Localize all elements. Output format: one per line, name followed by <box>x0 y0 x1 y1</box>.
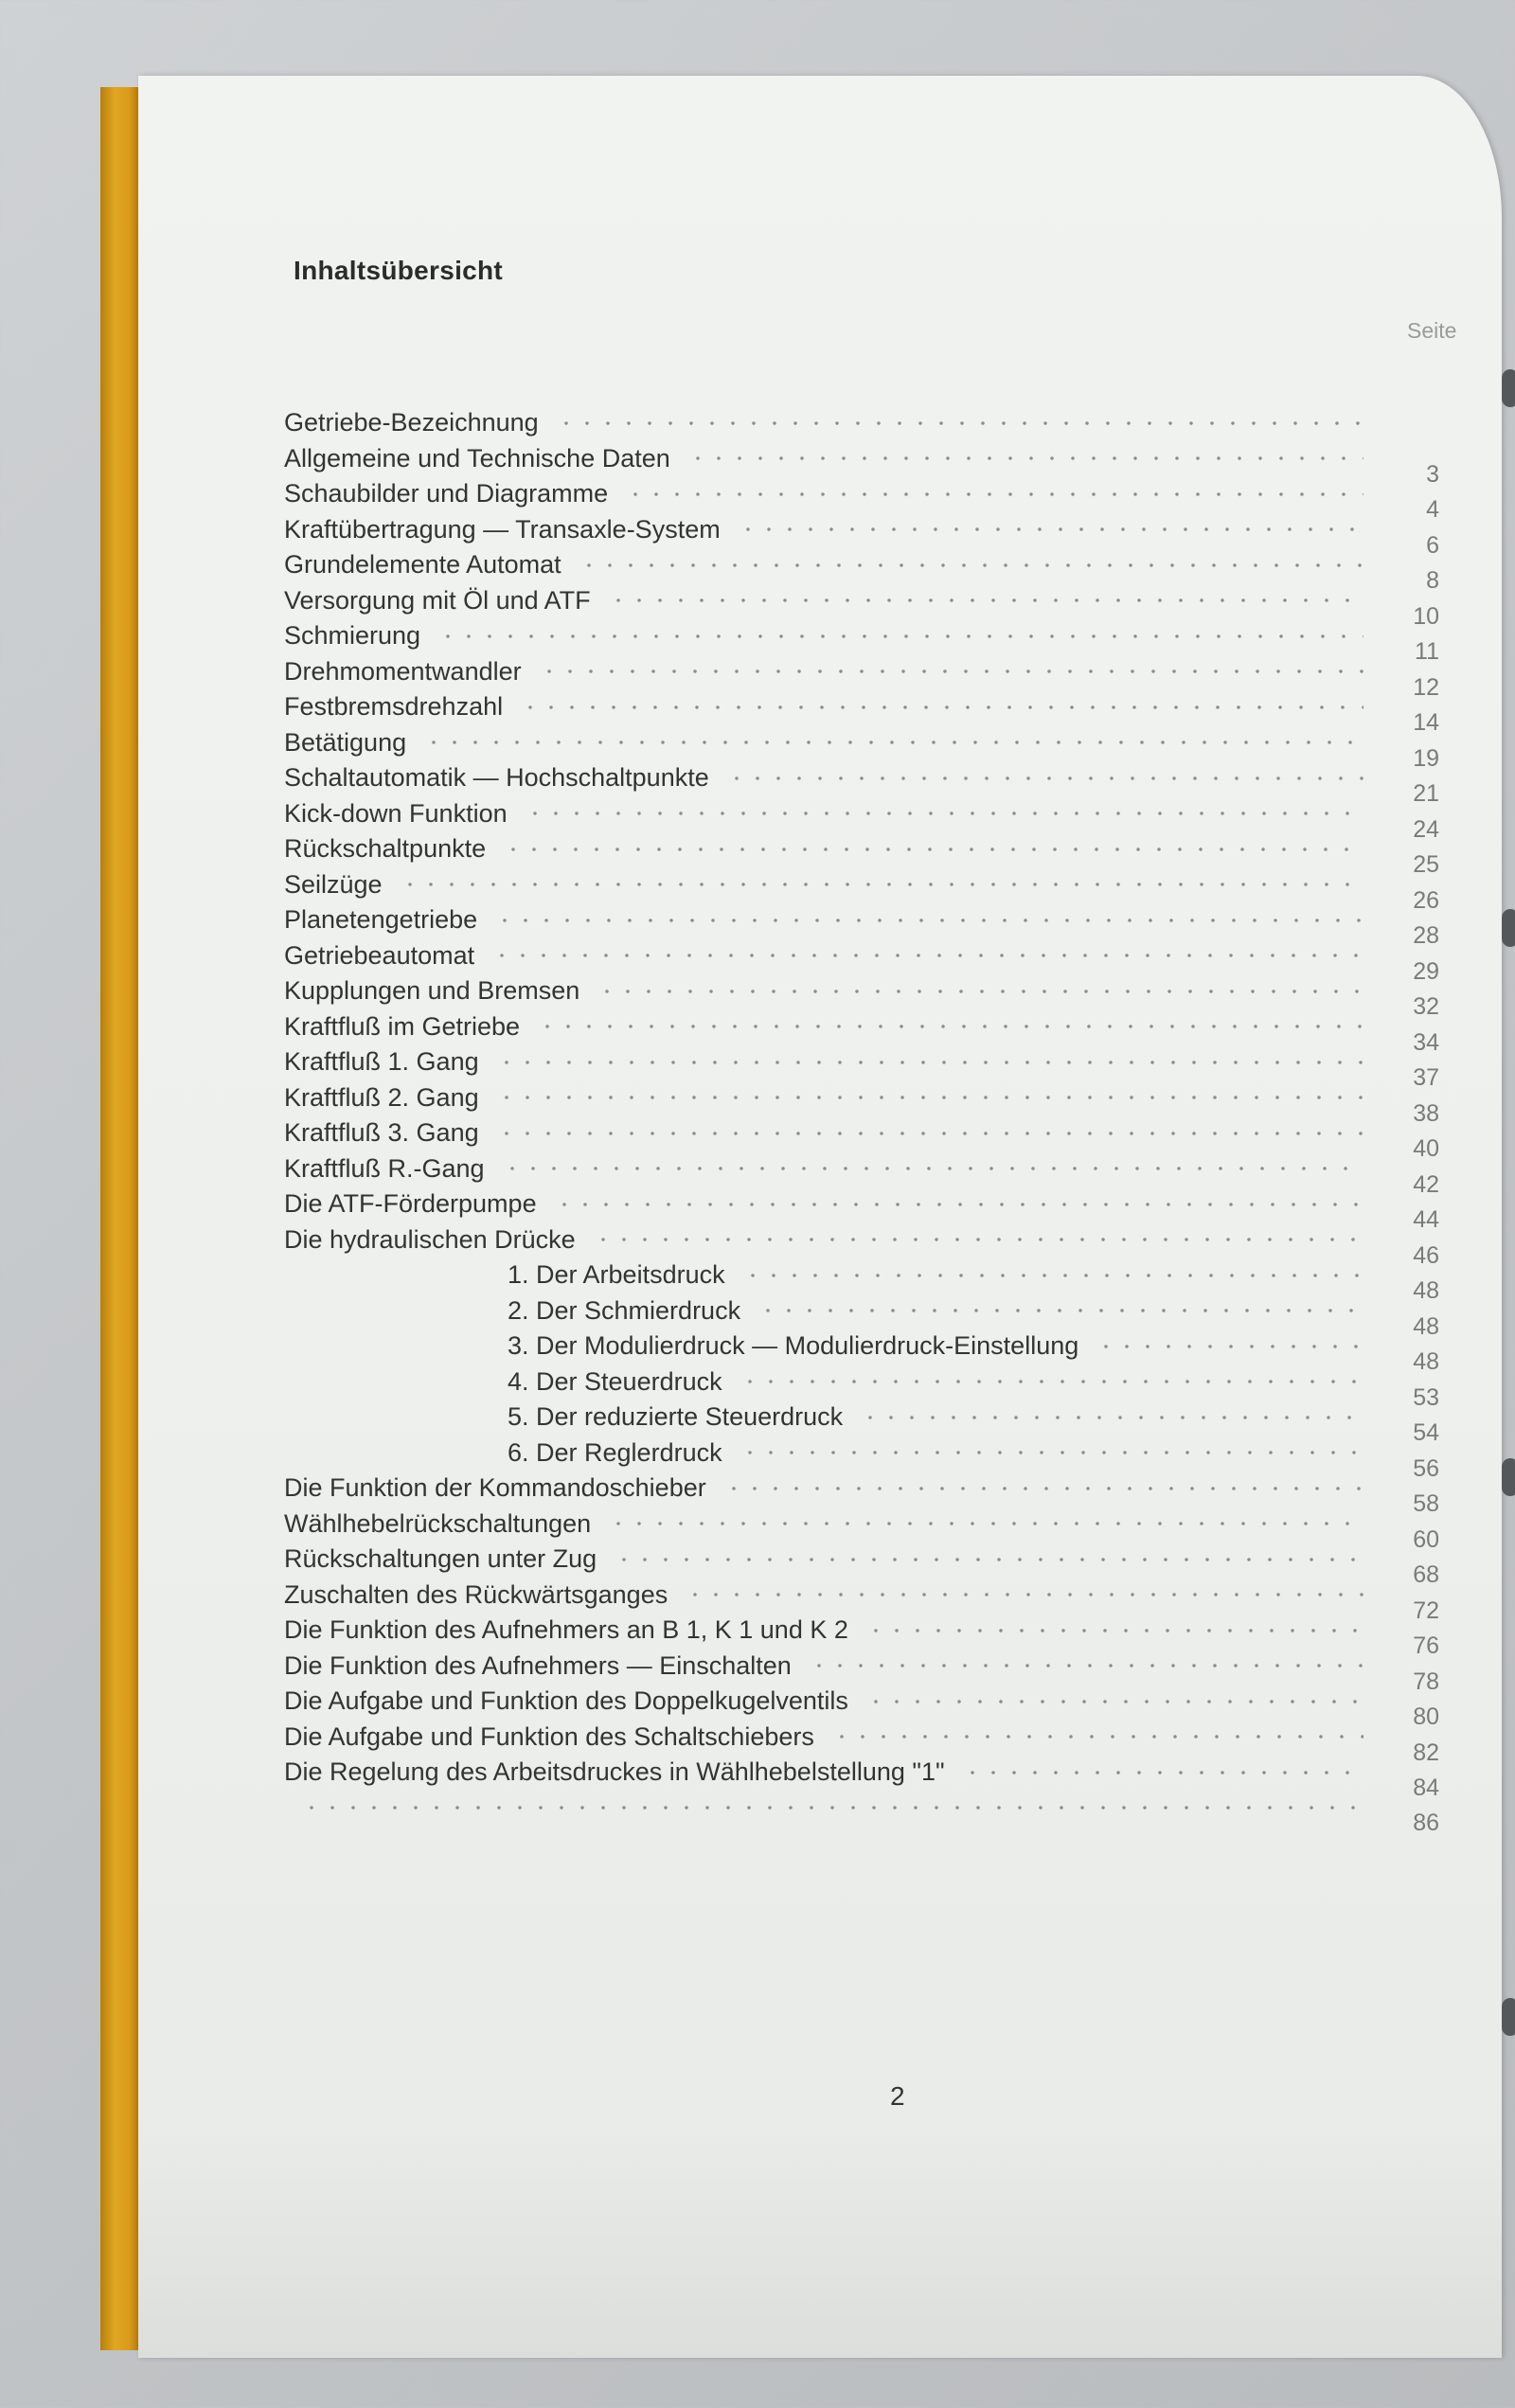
toc-entry-label: 6. Der Reglerdruck <box>508 1437 722 1467</box>
toc-entry-page: 78 <box>1413 1668 1439 1695</box>
toc-entry-label: Rückschaltungen unter Zug <box>284 1544 597 1573</box>
toc-entry-label: Kraftübertragung — Transaxle-System <box>284 514 721 544</box>
toc-entry-label: Versorgung mit Öl und ATF <box>284 585 591 615</box>
dot-leader <box>597 989 1364 994</box>
toc-entry-page: 72 <box>1413 1596 1439 1624</box>
toc-entry <box>284 583 1439 630</box>
toc-entry-label: Die Funktion der Kommandoschieber <box>284 1473 706 1502</box>
dot-leader <box>496 1060 1364 1065</box>
toc-entry-page: 38 <box>1413 1099 1439 1127</box>
dot-leader <box>608 1521 1364 1526</box>
toc-entry-label: Kraftfluß 3. Gang <box>284 1118 479 1147</box>
toc-entry-label: Die Regelung des Arbeitsdruckes in Wählhebelstellung "1" <box>284 1757 945 1786</box>
toc-entry <box>284 725 1439 772</box>
toc-entry-label: Drehmomentwandler <box>284 656 522 686</box>
toc-entry-label: Seilzüge <box>284 869 383 899</box>
dot-leader <box>726 776 1364 781</box>
toc-entry-label: 5. Der reduzierte Steuerdruck <box>508 1402 844 1431</box>
toc-entry <box>284 1151 1439 1198</box>
toc-entry <box>284 1471 1439 1517</box>
page-shadow <box>138 2131 1502 2358</box>
toc-entry-page: 4 <box>1426 496 1439 523</box>
binder-hole <box>1502 1458 1515 1496</box>
toc-entry <box>284 867 1439 914</box>
toc-entry-label: Die Aufgabe und Funktion des Doppelkugelventils <box>284 1686 848 1715</box>
toc-entry <box>284 476 1439 523</box>
toc-entry-label: Getriebeautomat <box>284 940 475 970</box>
toc-entry <box>284 1613 1439 1659</box>
toc-entry-label: 3. Der Modulierdruck — Modulierdruck-Einstellung <box>508 1331 1079 1360</box>
toc-entry-label: Schmierung <box>284 621 421 650</box>
toc-entry-label: Schaltautomatik — Hochschaltpunkte <box>284 763 709 792</box>
page-number: 2 <box>890 2081 905 2111</box>
toc-entry-page: 44 <box>1413 1206 1439 1233</box>
dot-leader <box>525 811 1364 816</box>
toc-entry <box>284 1186 1439 1233</box>
toc-entry-page: 42 <box>1413 1170 1439 1198</box>
toc-entry <box>284 1755 1439 1801</box>
toc-entry-page: 21 <box>1413 780 1439 807</box>
toc-entry-page: 19 <box>1413 744 1439 772</box>
binder-hole <box>1502 909 1515 947</box>
toc-entry <box>284 1578 1439 1624</box>
toc-entry-page: 48 <box>1413 1348 1439 1375</box>
toc-entry-page: 25 <box>1413 851 1439 878</box>
dot-leader <box>494 918 1364 923</box>
toc-entry <box>284 973 1439 1020</box>
dot-leader <box>625 491 1364 497</box>
toc-entry-page: 6 <box>1426 531 1439 559</box>
dot-leader <box>685 1592 1364 1597</box>
dot-leader <box>579 562 1364 568</box>
toc-entry <box>284 1365 1439 1411</box>
dot-leader <box>758 1308 1364 1313</box>
toc-entry-label: Grundelemente Automat <box>284 550 561 579</box>
toc-entry-page: 11 <box>1415 638 1439 665</box>
toc-entry-label: Planetengetriebe <box>284 905 478 934</box>
toc-entry <box>284 547 1439 594</box>
toc-entry <box>284 1329 1439 1375</box>
binder-spine <box>100 87 142 2350</box>
toc-entry-page: 28 <box>1413 922 1439 949</box>
toc-entry-page: 48 <box>1413 1312 1439 1340</box>
toc-entry <box>284 1649 1439 1695</box>
toc-entry-label: Kick-down Funktion <box>284 798 508 828</box>
dot-leader <box>962 1770 1364 1775</box>
toc-entry-label: Getriebe-Bezeichnung <box>284 408 539 437</box>
toc-entry-page: 84 <box>1413 1775 1439 1801</box>
toc-entry <box>284 760 1439 807</box>
dot-leader <box>556 420 1364 426</box>
toc-entry-label: Wählhebelrückschaltungen <box>284 1508 592 1538</box>
page-title: Inhaltsübersicht <box>294 256 504 285</box>
toc-entry-page: 14 <box>1413 709 1439 736</box>
dot-leader <box>539 669 1364 674</box>
dot-leader <box>809 1663 1364 1668</box>
toc-entry-page: 48 <box>1413 1277 1439 1304</box>
dot-leader <box>687 455 1364 461</box>
toc-entry-label: Kraftfluß 2. Gang <box>284 1082 479 1112</box>
toc-entry-page: 26 <box>1413 886 1439 914</box>
toc-entry-label: Schaubilder und Diagramme <box>284 479 609 508</box>
toc-entry-label: Allgemeine und Technische Daten <box>284 443 670 473</box>
dot-leader <box>537 1024 1364 1029</box>
toc-entry-label: Rückschaltpunkte <box>284 834 487 863</box>
toc-entry <box>284 1293 1439 1340</box>
toc-entry <box>284 1258 1439 1304</box>
toc-entry-label: Zuschalten des Rückwärtsganges <box>284 1579 668 1609</box>
toc-entry-page: 68 <box>1413 1561 1439 1588</box>
toc-entry-label: 1. Der Arbeitsdruck <box>508 1260 725 1289</box>
toc-entry-page: 34 <box>1413 1028 1439 1056</box>
dot-leader <box>740 1379 1364 1384</box>
toc-entry <box>284 1400 1439 1446</box>
toc-entry-label: Kraftfluß 1. Gang <box>284 1047 479 1076</box>
toc-entry-page: 29 <box>1413 957 1439 985</box>
toc-entry <box>284 796 1439 843</box>
toc-entry-label: Kupplungen und Bremsen <box>284 976 580 1005</box>
toc-entry <box>284 1684 1439 1730</box>
toc-entry <box>284 618 1439 665</box>
toc-entry <box>284 654 1439 701</box>
toc-entry <box>284 831 1439 878</box>
toc-entry-label: Die Aufgabe und Funktion des Schaltschiebers <box>284 1721 814 1751</box>
toc-entry <box>284 1507 1439 1553</box>
toc-entry <box>284 1542 1439 1588</box>
toc-entry <box>284 902 1439 949</box>
dot-leader <box>723 1486 1364 1491</box>
toc-entry-label: Festbremsdrehzahl <box>284 692 504 721</box>
toc-entry-label: Die ATF-Förderpumpe <box>284 1189 537 1218</box>
toc-entry-page: 58 <box>1413 1490 1439 1517</box>
binder-hole <box>1502 369 1515 407</box>
dot-leader <box>496 1131 1364 1136</box>
toc-entry-label: Die hydraulischen Drücke <box>284 1224 576 1254</box>
dot-leader <box>1096 1344 1364 1349</box>
toc-entry-page: 10 <box>1413 602 1439 630</box>
toc-entry-page: 56 <box>1413 1454 1439 1482</box>
toc-entry-page: 32 <box>1413 993 1439 1020</box>
dot-leader <box>831 1734 1364 1739</box>
binder-hole <box>1502 1998 1515 2036</box>
toc-entry-page: 53 <box>1413 1383 1439 1411</box>
dot-leader <box>593 1237 1364 1242</box>
toc-entry-page: 37 <box>1413 1064 1439 1091</box>
dot-leader <box>400 882 1364 887</box>
toc-entry-page: 82 <box>1413 1739 1439 1766</box>
toc-entry-page: 8 <box>1426 567 1439 594</box>
toc-entry <box>284 1080 1439 1127</box>
table-of-contents <box>284 405 1439 1836</box>
toc-entry <box>284 1791 1439 1836</box>
toc-entry <box>284 938 1439 985</box>
toc-entry <box>284 1044 1439 1091</box>
toc-entry-page: 54 <box>1413 1419 1439 1446</box>
dot-leader <box>423 740 1364 745</box>
toc-entry-page: 24 <box>1413 815 1439 843</box>
toc-entry-page: 86 <box>1413 1809 1439 1836</box>
toc-entry <box>284 1720 1439 1766</box>
dot-leader <box>520 705 1364 710</box>
toc-entry <box>284 1222 1439 1269</box>
toc-entry-page: 46 <box>1413 1241 1439 1269</box>
toc-entry <box>284 689 1439 736</box>
toc-entry <box>284 441 1439 488</box>
dot-leader <box>301 1805 1364 1810</box>
dot-leader <box>742 1273 1364 1278</box>
toc-entry-page: 3 <box>1426 460 1439 488</box>
toc-entry-page: 80 <box>1413 1703 1439 1730</box>
dot-leader <box>865 1628 1364 1633</box>
dot-leader <box>608 598 1364 603</box>
dot-leader <box>860 1415 1364 1420</box>
toc-entry <box>284 1436 1439 1482</box>
dot-leader <box>502 1166 1364 1171</box>
dot-leader <box>437 633 1364 639</box>
dot-leader <box>503 847 1364 852</box>
dot-leader <box>738 526 1364 532</box>
toc-entry-label: 2. Der Schmierdruck <box>508 1295 741 1325</box>
toc-entry-page: 40 <box>1413 1135 1439 1162</box>
toc-entry-page: 60 <box>1413 1525 1439 1553</box>
dot-leader <box>496 1095 1364 1100</box>
dot-leader <box>554 1202 1364 1207</box>
dot-leader <box>491 953 1364 958</box>
toc-entry-label: Die Funktion des Aufnehmers — Einschalten <box>284 1650 792 1680</box>
dot-leader <box>740 1450 1364 1455</box>
toc-entry <box>284 512 1439 559</box>
toc-entry-label: Betätigung <box>284 727 407 757</box>
toc-entry <box>284 1115 1439 1162</box>
toc-entry <box>284 1009 1439 1056</box>
toc-entry-label: Kraftfluß im Getriebe <box>284 1011 521 1041</box>
toc-entry-label: 4. Der Steuerdruck <box>508 1366 722 1396</box>
dot-leader <box>865 1699 1364 1704</box>
toc-entry-page: 76 <box>1413 1632 1439 1659</box>
page-column-label: Seite <box>1407 318 1457 343</box>
toc-entry <box>284 405 1439 441</box>
toc-entry-label: Die Funktion des Aufnehmers an B 1, K 1 und K 2 <box>284 1615 848 1644</box>
toc-entry-page: 12 <box>1413 673 1439 701</box>
dot-leader <box>614 1557 1364 1562</box>
toc-entry-label: Kraftfluß R.-Gang <box>284 1153 485 1183</box>
